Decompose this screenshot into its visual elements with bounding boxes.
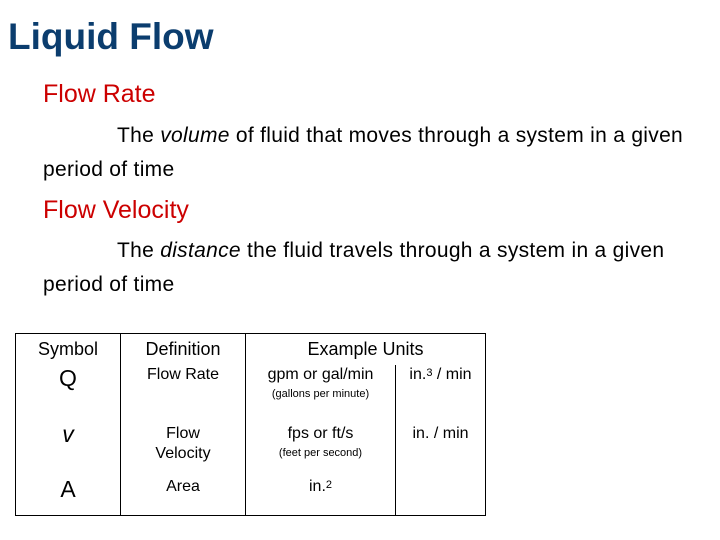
unit-note: (feet per second) bbox=[278, 447, 363, 459]
unit-cell: in.$^3$ / min bbox=[396, 365, 486, 421]
flow-rate-heading: Flow Rate bbox=[43, 80, 156, 108]
unit-cell bbox=[396, 473, 486, 515]
header-definition: Definition bbox=[121, 334, 246, 366]
header-symbol: Symbol bbox=[16, 334, 121, 366]
example-cell: gpm or gal/min (gallons per minute) bbox=[246, 365, 396, 421]
unit-cell: in. / min bbox=[396, 421, 486, 473]
symbol-cell: v bbox=[16, 421, 121, 473]
table-row bbox=[16, 365, 486, 421]
symbol-cell: Q bbox=[16, 365, 121, 421]
definition-cell: Flow Rate bbox=[121, 365, 246, 421]
table-header-row bbox=[16, 334, 486, 366]
flow-velocity-definition: The distance the fluid travels through a system in a given period of time bbox=[43, 239, 665, 296]
unit-note: (gallons per minute) bbox=[271, 388, 370, 400]
table-row bbox=[16, 473, 486, 515]
example-cell: fps or ft/s (feet per second) bbox=[246, 421, 396, 473]
table-row bbox=[16, 421, 486, 473]
symbol-cell: A bbox=[16, 473, 121, 515]
flow-velocity-heading: Flow Velocity bbox=[43, 196, 189, 224]
example-cell: in.$^2$ bbox=[246, 473, 396, 515]
flow-rate-definition: The volume of fluid that moves through a system in a given period of time bbox=[43, 124, 684, 181]
definition-cell: Area bbox=[121, 473, 246, 515]
definition-cell: Flow Velocity bbox=[121, 421, 246, 473]
emphasis-distance: distance bbox=[160, 239, 241, 262]
units-table bbox=[15, 333, 486, 516]
emphasis-volume: volume bbox=[160, 124, 230, 147]
page-title: Liquid Flow bbox=[8, 16, 214, 57]
header-example-units: Example Units bbox=[246, 334, 486, 366]
